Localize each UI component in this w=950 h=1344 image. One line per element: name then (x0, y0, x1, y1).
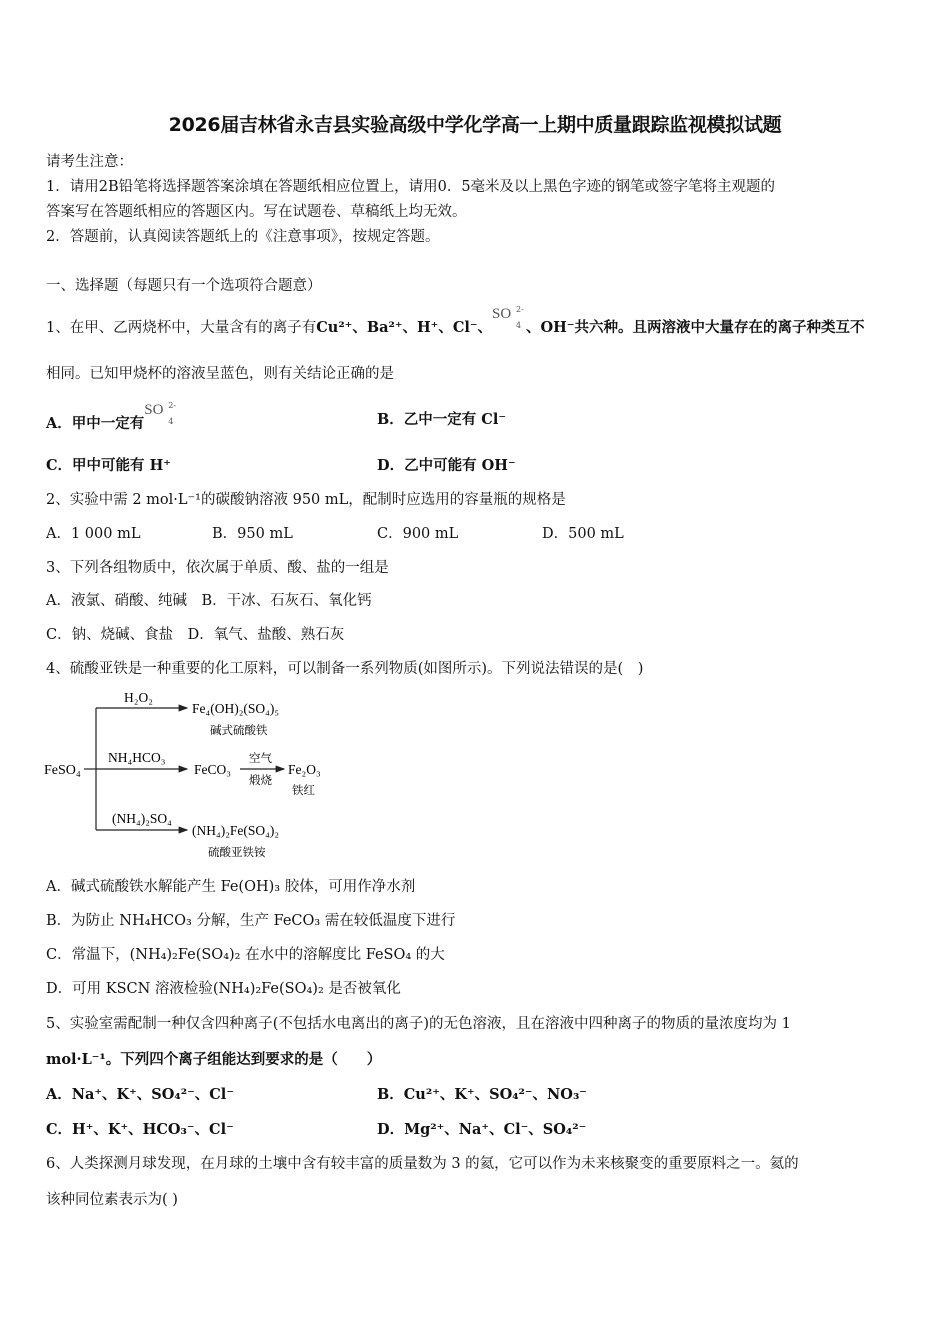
q5-option-a: A．Na⁺、K⁺、SO₄²⁻、Cl⁻ (46, 1086, 234, 1103)
reagent-h2o2: H₂O₂ (124, 690, 153, 705)
q5-option-b: B．Cu²⁺、K⁺、SO₄²⁻、NO₃⁻ (377, 1086, 587, 1103)
label-iron-red: 铁红 (292, 785, 315, 797)
q3-options-cd: C．钠、烧碱、食盐 D．氧气、盐酸、熟石灰 (46, 627, 345, 643)
q4-option-b: B．为防止 NH₄HCO₃ 分解，生产 FeCO₃ 需在较低温度下进行 (46, 913, 456, 929)
q5-option-d: D．Mg²⁺、Na⁺、Cl⁻、SO₄²⁻ (377, 1121, 587, 1138)
q4-option-c: C．常温下，(NH₄)₂Fe(SO₄)₂ 在水中的溶解度比 FeSO₄ 的大 (46, 947, 445, 963)
notice-item-1a: 1．请用2B铅笔将选择题答案涂填在答题纸相应位置上，请用0．5毫米及以上黑色字迹的钢笔或签字笔将主观题的 (46, 179, 776, 195)
reaction-diagram (44, 684, 344, 864)
q3-options-ab: A．液氯、硝酸、纯碱 B．干冰、石灰石、氧化钙 (46, 593, 372, 609)
q5-stem-line2: mol·L⁻¹。下列四个离子组能达到要求的是（ ） (46, 1051, 382, 1068)
q5-stem-line1: 5、实验室需配制一种仅含四种离子(不包括水电离出的离子)的无色溶液，且在溶液中四种离子的物质的量浓度均为 1 (46, 1016, 791, 1032)
q2-stem: 2、实验中需 2 mol·L⁻¹的碳酸钠溶液 950 mL，配制时应选用的容量瓶的规格是 (46, 492, 566, 508)
q4-stem: 4、硫酸亚铁是一种重要的化工原料，可以制备一系列物质(如图所示)。下列说法错误的是( ) (46, 661, 644, 677)
q1-stem-post: 、OH⁻共六种。且两溶液中大量存在的离子种类互不 (526, 319, 865, 336)
reagent-nh4hco3: NH₄HCO₃ (108, 750, 166, 765)
q2-option-b: B．950 mL (212, 526, 293, 542)
q1-option-c: C．甲中可能有 H⁺ (46, 457, 171, 474)
notice-item-2: 2．答题前，认真阅读答题纸上的《注意事项》，按规定答题。 (46, 229, 440, 245)
q4-option-a: A．碱式硫酸铁水解能产生 Fe(OH)₃ 胶体，可用作净水剂 (46, 879, 416, 895)
q1-ions: Cu²⁺、Ba²⁺、H⁺、Cl⁻、 (316, 319, 493, 336)
q1-stem-line2: 相同。已知甲烧杯的溶液呈蓝色，则有关结论正确的是 (46, 366, 394, 382)
q6-stem-line1: 6、人类探测月球发现，在月球的土壤中含有较丰富的质量数为 3 的氦，它可以作为未来核聚变的重要原料之一。氦的 (46, 1156, 799, 1172)
q2-option-d: D．500 mL (542, 526, 624, 542)
sulfate-text: SO (492, 306, 512, 322)
product-basic-ferric-sulfate: Fe₄(OH)₂(SO₄)₅ (192, 701, 280, 716)
q1-option-a-text: A．甲中一定有 (46, 415, 145, 432)
q4-option-d: D．可用 KSCN 溶液检验(NH₄)₂Fe(SO₄)₂ 是否被氧化 (46, 981, 401, 997)
label-ammonium-ferrous-sulfate: 硫酸亚铁铵 (208, 847, 266, 859)
sulfate-formula: SO 2- 4 (144, 401, 177, 426)
label-basic-ferric-sulfate: 碱式硫酸铁 (210, 725, 268, 737)
product-feco3: FeCO₃ (194, 762, 231, 777)
q6-stem-line2: 该种同位素表示为( ) (46, 1192, 178, 1208)
q1-stem-line1 (46, 305, 865, 338)
sulfate-formula: SO 2- 4 (492, 305, 524, 330)
start-reactant: FeSO₄ (44, 763, 81, 778)
product-fe2o3: Fe₂O₃ (288, 762, 321, 777)
reagent-ammonium-sulfate: (NH₄)₂SO₄ (112, 811, 172, 826)
q1-option-a (46, 401, 178, 434)
notice-item-1b: 答案写在答题纸相应的答题区内。写在试题卷、草稿纸上均无效。 (46, 204, 467, 220)
condition-calcine: 煅烧 (249, 775, 272, 787)
section-heading: 一、选择题（每题只有一个选项符合题意） (46, 278, 322, 294)
q3-stem: 3、下列各组物质中，依次属于单质、酸、盐的一组是 (46, 560, 389, 576)
page-title: 2026届吉林省永吉县实验高级中学化学高一上期中质量跟踪监视模拟试题 (168, 114, 782, 136)
notice-heading: 请考生注意： (46, 154, 133, 170)
q1-option-b: B．乙中一定有 Cl⁻ (377, 411, 507, 428)
q1-stem-pre: 1、在甲、乙两烧杯中，大量含有的离子有 (46, 320, 317, 336)
product-ammonium-ferrous-sulfate: (NH₄)₂Fe(SO₄)₂ (192, 823, 280, 838)
q5-option-c: C．H⁺、K⁺、HCO₃⁻、Cl⁻ (46, 1121, 234, 1138)
q2-option-a: A．1 000 mL (46, 526, 141, 542)
q2-option-c: C．900 mL (377, 526, 459, 542)
condition-air: 空气 (249, 753, 272, 765)
q1-option-d: D．乙中可能有 OH⁻ (377, 457, 516, 474)
